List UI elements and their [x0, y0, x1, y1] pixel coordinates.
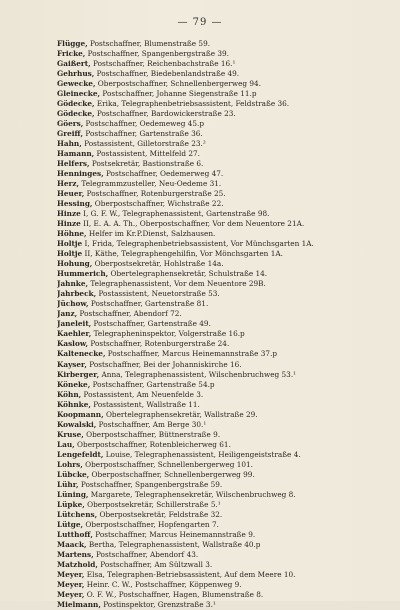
directory-entry — [57, 229, 387, 239]
entry-name: Fricke, — [57, 49, 86, 59]
directory-entry — [57, 570, 387, 580]
entry-name: Lütge, — [57, 519, 84, 529]
directory-entry — [57, 370, 387, 380]
entry-name: Matzhold, — [57, 559, 98, 569]
entry-details: Postschaffner, Johanne Siegenstraße 11.p — [100, 89, 257, 99]
directory-entry — [57, 299, 387, 309]
entry-name: Janeleit, — [57, 319, 92, 329]
entry-name: Lütchens, — [57, 509, 98, 519]
entry-details: O. F. W., Postschaffner, Hagen, Blumenstraße 8. — [84, 589, 264, 599]
directory-entry — [57, 259, 387, 269]
directory-entry — [57, 249, 387, 259]
entry-name: Hinze — [57, 219, 81, 229]
entry-details: Postassistent, Am Neuenfelde 3. — [81, 389, 204, 399]
directory-entry — [57, 360, 387, 370]
entry-details: Postsekretär, Bastionstraße 6. — [89, 159, 204, 169]
entry-details: Erika, Telegraphenbetriebsassistent, Feldstraße 36. — [94, 99, 290, 109]
entry-name: Hohung, — [57, 259, 93, 269]
entry-details: Louise, Telegraphenassistent, Heiligengeiststraße 4. — [103, 449, 301, 459]
entry-details: Oberpostschaffner, Rotenbleicherweg 61. — [74, 439, 231, 449]
entry-details: Helfer im Kr.P.Dienst, Salzhausen. — [86, 229, 216, 239]
entry-details: Postschaffner, Blumenstraße 59. — [87, 39, 211, 48]
entry-name: Kowalski, — [57, 419, 97, 429]
directory-entry — [57, 319, 387, 329]
directory-entry — [57, 279, 387, 289]
directory-entry — [57, 309, 387, 319]
directory-entry — [57, 149, 387, 159]
directory-entry — [57, 520, 387, 530]
entry-details: Bertha, Telegraphenassistent, Wallstraße 40.p — [86, 539, 261, 549]
entry-details: Postinspektor, Grenzstraße 3.¹ — [100, 599, 216, 609]
directory-entry — [57, 109, 387, 119]
entry-details: Postschaffner, Gartenstraße 81. — [88, 299, 209, 309]
entry-details: Postschaffner, Gartenstraße 49. — [91, 319, 211, 329]
entry-details: Postschaffner, Am Berge 30.¹ — [96, 419, 207, 429]
entry-name: Heuer, — [57, 189, 85, 199]
entry-details: Postschaffner, Gartenstraße 54.p — [90, 379, 215, 389]
directory-entry — [57, 410, 387, 420]
entry-name: Martens, — [57, 549, 94, 559]
entry-name: Meyer, — [57, 589, 85, 599]
directory-entry — [57, 89, 387, 99]
entry-name: Hahn, — [57, 139, 82, 149]
entry-name: Greiff, — [57, 129, 84, 139]
directory-entry — [57, 129, 387, 139]
entry-details: Oberpostsekretär, Feldstraße 32. — [97, 509, 223, 519]
directory-entry — [57, 450, 387, 460]
entry-details: Postassistent, Wallstraße 11. — [90, 399, 200, 409]
directory-entry — [57, 590, 387, 600]
directory-entry — [57, 380, 387, 390]
entry-details: Postassistent, Mittelfeld 27. — [94, 149, 200, 159]
entry-name: Holtje — [57, 249, 83, 259]
directory-entry — [57, 440, 387, 450]
directory-entry — [57, 119, 387, 129]
entry-details: Oberpostschaffner, Hopfengarten 7. — [83, 519, 219, 529]
directory-entry — [57, 460, 387, 470]
entry-name: Janz, — [57, 309, 78, 319]
entry-details: Oberpostschaffner, Schnellenbergerweg 101. — [82, 459, 253, 469]
entry-details: II, E. A. A. Th., Oberpostschaffner, Vor dem Neuentore 21A. — [80, 219, 305, 229]
entry-details: Heinr. C. W., Postschaffner, Köppenweg 9. — [84, 579, 242, 589]
entry-name: Maack, — [57, 539, 87, 549]
entry-name: Koopmann, — [57, 409, 104, 419]
directory-entry — [57, 390, 387, 400]
entry-name: Lüpke, — [57, 499, 85, 509]
entry-name: Jüchow, — [57, 299, 89, 309]
entry-details: Postschaffner, Biedebenlandstraße 49. — [94, 69, 240, 79]
entry-details: I, G. F. W., Telegraphenassistent, Gartenstraße 98. — [80, 209, 270, 219]
directory-entry — [57, 159, 387, 169]
entry-details: Postassistent, Gilletorstraße 23.² — [81, 139, 206, 149]
entry-name: Helfers, — [57, 159, 90, 169]
directory-entry — [57, 239, 387, 249]
entry-name: Kaslow, — [57, 339, 89, 349]
entry-details: Telegraphenassistent, Vor dem Neuentore 29B. — [88, 279, 266, 289]
entry-name: Gleinecke, — [57, 89, 101, 99]
entry-name: Herz, — [57, 179, 80, 189]
directory-entry — [57, 600, 387, 610]
entry-details: II, Käthe, Telegraphengehilfin, Vor Mönchsgarten 1A. — [82, 249, 283, 259]
entry-details: Oberpostschaffner, Schnellenbergerweg 94. — [95, 79, 262, 89]
directory-entry — [57, 490, 387, 500]
entry-name: Hinze — [57, 209, 81, 219]
directory-entry — [57, 329, 387, 339]
entry-name: Kayser, — [57, 359, 87, 369]
entry-name: Kirberger, — [57, 369, 100, 379]
directory-entry — [57, 480, 387, 490]
directory-entry — [57, 540, 387, 550]
entry-name: Meyer, — [57, 579, 85, 589]
entry-details: Postschaffner, Reichenbachstraße 16.¹ — [90, 59, 236, 69]
directory-entry — [57, 209, 387, 219]
entry-details: Anna, Telegraphenassistent, Wilschenbruchweg 53.¹ — [99, 369, 297, 379]
directory-entry — [57, 560, 387, 570]
entry-name: Lohrs, — [57, 459, 83, 469]
entry-name: Lengefeldt, — [57, 449, 104, 459]
entry-name: Lühr, — [57, 479, 79, 489]
entry-details: Obertelegraphensekretär, Wallstraße 29. — [103, 409, 258, 419]
entry-name: Mielmann, — [57, 599, 101, 609]
entry-details: Postschaffner, Oedemerweg 47. — [103, 169, 224, 179]
entry-details: Postschaffner, Oedemeweg 45.p — [83, 119, 205, 129]
directory-entry — [57, 550, 387, 560]
entry-details: Postschaffner, Rotenburgerstraße 25. — [84, 189, 226, 199]
entry-details: Postschaffner, Bardowickerstraße 23. — [94, 109, 236, 119]
entry-name: Gödecke, — [57, 109, 95, 119]
entry-name: Köneke, — [57, 379, 91, 389]
directory-entry — [57, 510, 387, 520]
entry-name: Gaißert, — [57, 59, 91, 69]
entry-name: Gehrhus, — [57, 69, 95, 79]
entry-name: Kaltenecke, — [57, 349, 106, 359]
entry-details: I, Frida, Telegraphenbetriebsassistent, Vor Münchsgarten 1A. — [82, 239, 314, 249]
entry-name: Hessing, — [57, 199, 93, 209]
entry-details: Postschaffner, Spangenbergstraße 39. — [85, 49, 229, 59]
entry-name: Höhne, — [57, 229, 87, 239]
entry-details: Postschaffner, Gartenstraße 36. — [83, 129, 203, 139]
directory-entry — [57, 269, 387, 279]
directory-entry — [57, 39, 387, 49]
directory-entry — [57, 580, 387, 590]
entry-name: Lübcke, — [57, 469, 90, 479]
entry-name: Holtje — [57, 239, 83, 249]
entry-details: Oberpostschaffner, Wichstraße 22. — [92, 199, 224, 209]
directory-entry — [57, 69, 387, 79]
directory-entry — [57, 430, 387, 440]
directory-entry — [57, 349, 387, 359]
entry-name: Flügge, — [57, 39, 88, 48]
entry-details: Postschaffner, Abendorf 43. — [93, 549, 199, 559]
directory-entry — [57, 500, 387, 510]
entry-details: Oberpostsekretär, Hohlstraße 14a. — [92, 259, 224, 269]
entry-name: Kruse, — [57, 429, 84, 439]
directory-entry — [57, 339, 387, 349]
directory-list — [57, 39, 387, 610]
directory-entry — [57, 219, 387, 229]
entry-name: Lüning, — [57, 489, 89, 499]
entry-details: Telegrammzusteller, Neu-Oedeme 31. — [79, 179, 222, 189]
entry-details: Postschaffner, Spangenbergstraße 59. — [78, 479, 223, 489]
entry-name: Lutthoff, — [57, 529, 93, 539]
entry-name: Köhn, — [57, 389, 82, 399]
entry-name: Jahrbeck, — [57, 289, 97, 299]
entry-name: Henninges, — [57, 169, 104, 179]
entry-details: Postschaffner, Marcus Heinemannstraße 37.p — [105, 349, 278, 359]
entry-details: Postschaffner, Abendorf 72. — [77, 309, 182, 319]
entry-name: Jahnke, — [57, 279, 89, 289]
entry-name: Kaehler, — [57, 329, 92, 339]
entry-details: Oberpostsekretär, Schillerstraße 5.¹ — [84, 499, 221, 509]
entry-details: Postassistent, Neuetorstraße 53. — [96, 289, 220, 299]
entry-name: Gödecke, — [57, 99, 95, 109]
entry-name: Gewecke, — [57, 79, 96, 89]
entry-name: Lau, — [57, 439, 75, 449]
entry-details: Oberpostschaffner, Schnellenbergerweg 99. — [89, 469, 255, 479]
directory-entry — [57, 420, 387, 430]
page-number: — 79 — — [177, 17, 223, 28]
entry-name: Göers, — [57, 119, 84, 129]
directory-entry — [57, 400, 387, 410]
entry-details: Telegrapheninspektor, Volgerstraße 16.p — [91, 329, 245, 339]
directory-entry — [57, 79, 387, 89]
entry-name: Hamann, — [57, 149, 95, 159]
entry-details: Postschaffner, Bei der Johanniskirche 16. — [86, 359, 242, 369]
directory-entry — [57, 470, 387, 480]
directory-entry — [57, 289, 387, 299]
entry-details: Margarete, Telegraphensekretär, Wilschenbruchweg 8. — [88, 489, 296, 499]
entry-name: Köhnke, — [57, 399, 91, 409]
entry-name: Meyer, — [57, 569, 85, 579]
directory-entry — [57, 139, 387, 149]
directory-entry — [57, 199, 387, 209]
directory-entry — [57, 530, 387, 540]
entry-details: Postschaffner, Marcus Heinemannstraße 9. — [92, 529, 256, 539]
entry-details: Oberpostschaffner, Büttnerstraße 9. — [83, 429, 221, 439]
directory-entry — [57, 179, 387, 189]
entry-details: Obertelegraphensekretär, Schulstraße 14. — [108, 269, 268, 279]
entry-details: Postschaffner, Am Sültzwall 3. — [97, 559, 213, 569]
directory-entry — [57, 189, 387, 199]
directory-entry — [57, 49, 387, 59]
entry-details: Postschaffner, Rotenburgerstraße 24. — [88, 339, 230, 349]
directory-entry — [57, 59, 387, 69]
directory-entry — [57, 169, 387, 179]
entry-name: Hummerich, — [57, 269, 109, 279]
entry-details: Elsa, Telegraphen-Betriebsassistent, Auf dem Meere 10. — [84, 569, 296, 579]
directory-entry — [57, 99, 387, 109]
